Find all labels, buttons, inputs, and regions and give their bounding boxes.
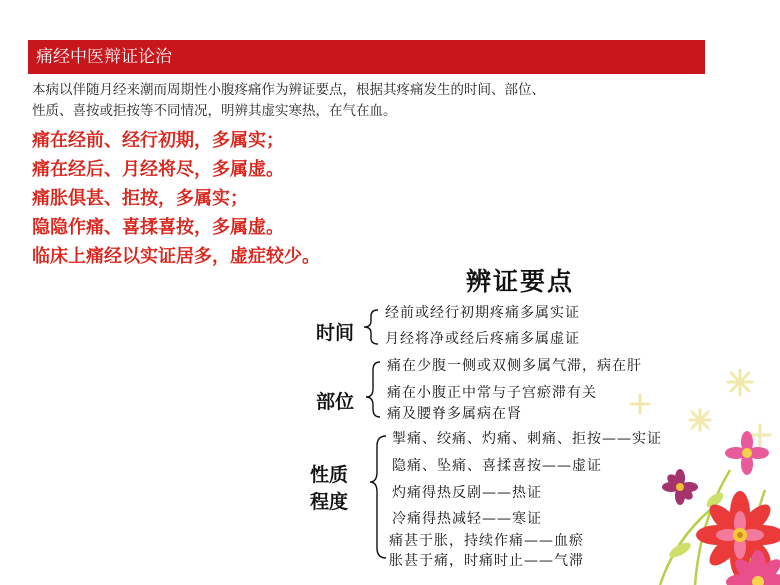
nature-item: 掣痛、绞痛、灼痛、刺痛、拒按——实证: [392, 431, 662, 447]
location-item: 痛及腰脊多属病在肾: [387, 406, 522, 422]
nature-item: 隐痛、坠痛、喜揉喜按——虚证: [392, 458, 602, 474]
slide-title: 痛经中医辩证论治: [36, 47, 172, 67]
nature-item: 胀甚于痛，时痛时止——气滞: [389, 553, 584, 569]
category-time: 时间: [316, 322, 355, 344]
flower-decoration-icon: [600, 350, 780, 585]
nature-item: 灼痛得热反剧——热证: [392, 485, 542, 501]
time-item: 月经将净或经后疼痛多属虚证: [385, 331, 580, 347]
intro-line-1: 本病以伴随月经来潮而周期性小腹疼痛作为辨证要点，根据其疼痛发生的时间、部位、: [32, 82, 545, 98]
time-item: 经前或经行初期疼痛多属实证: [385, 305, 580, 321]
category-nature-line1: 性质: [310, 464, 349, 486]
category-nature-line2: 程度: [310, 491, 349, 513]
key-point: 痛在经前、经行初期，多属实；: [32, 130, 284, 151]
time-brace: [364, 310, 378, 344]
diagram-title: 辨证要点: [466, 267, 575, 296]
key-point: 痛胀俱甚、拒按，多属实；: [32, 188, 248, 209]
nature-brace: [370, 436, 386, 558]
key-point: 临床上痛经以实证居多，虚症较少。: [32, 246, 320, 267]
location-brace: [366, 362, 380, 417]
nature-item: 痛甚于胀，持续作痛——血瘀: [389, 533, 584, 549]
location-item: 痛在少腹一侧或双侧多属气滞，病在肝: [387, 358, 642, 374]
key-point: 痛在经后、月经将尽，多属虚。: [32, 159, 284, 180]
key-point: 隐隐作痛、喜揉喜按，多属虚。: [32, 217, 284, 238]
nature-item: 冷痛得热减轻——寒证: [392, 511, 542, 527]
category-location: 部位: [316, 391, 355, 413]
location-item: 痛在小腹正中常与子宫瘀滞有关: [387, 385, 597, 401]
intro-line-2: 性质、喜按或拒按等不同情况，明辨其虚实寒热，在气在血。: [32, 103, 397, 119]
